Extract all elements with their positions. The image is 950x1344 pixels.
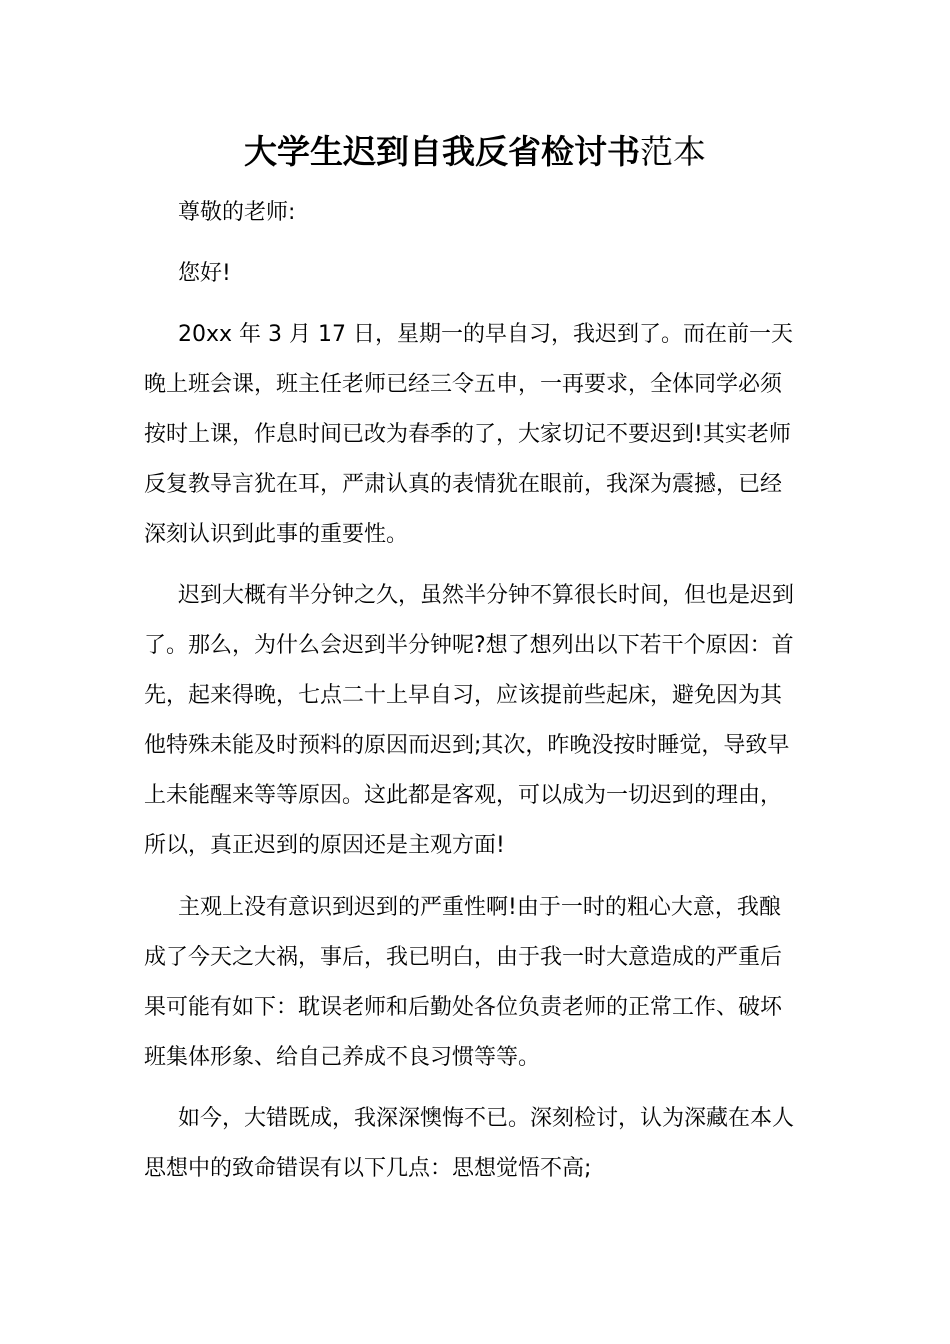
- body-line: 深刻认识到此事的重要性。: [144, 522, 409, 547]
- body-line: 晚上班会课，班主任老师已经三令五申，一再要求，全体同学必须: [144, 372, 783, 397]
- title-plain-part: 范本: [640, 132, 706, 171]
- body-line: 班集体形象、给自己养成不良习惯等等。: [144, 1045, 541, 1070]
- title-bold-part: 大学生迟到自我反省检讨书: [244, 132, 640, 171]
- body-line: 所以，真正迟到的原因还是主观方面!: [144, 833, 505, 858]
- body-line: 上未能醒来等等原因。这此都是客观，可以成为一切迟到的理由，: [144, 783, 783, 808]
- body-line: 成了今天之大祸，事后，我已明白，由于我一时大意造成的严重后: [144, 945, 783, 970]
- body-line: 思想中的致命错误有以下几点：思想觉悟不高;: [144, 1156, 592, 1181]
- body-line: 如今，大错既成，我深深懊悔不已。深刻检讨，认为深藏在本人: [178, 1106, 795, 1131]
- body-line: 20xx 年 3 月 17 日，星期一的早自习，我迟到了。而在前一天: [178, 322, 793, 347]
- body-line: 按时上课，作息时间已改为春季的了，大家切记不要迟到!其实老师: [144, 422, 791, 447]
- document-title: [0, 128, 950, 176]
- body-line: 果可能有如下：耽误老师和后勤处各位负责老师的正常工作、破坏: [144, 995, 783, 1020]
- body-line: 反复教导言犹在耳，严肃认真的表情犹在眼前，我深为震撼，已经: [144, 472, 783, 497]
- body-line: 主观上没有意识到迟到的严重性啊!由于一时的粗心大意，我酿: [178, 895, 781, 920]
- body-line: 他特殊未能及时预料的原因而迟到;其次，昨晚没按时睡觉，导致早: [144, 733, 790, 758]
- body-line: 先，起来得晚，七点二十上早自习，应该提前些起床，避免因为其: [144, 683, 783, 708]
- salutation: 尊敬的老师:: [178, 200, 296, 225]
- body-line: 了。那么，为什么会迟到半分钟呢?想了想列出以下若干个原因：首: [144, 633, 794, 658]
- body-line: 迟到大概有半分钟之久，虽然半分钟不算很长时间，但也是迟到: [178, 583, 795, 608]
- greeting: 您好!: [178, 261, 231, 286]
